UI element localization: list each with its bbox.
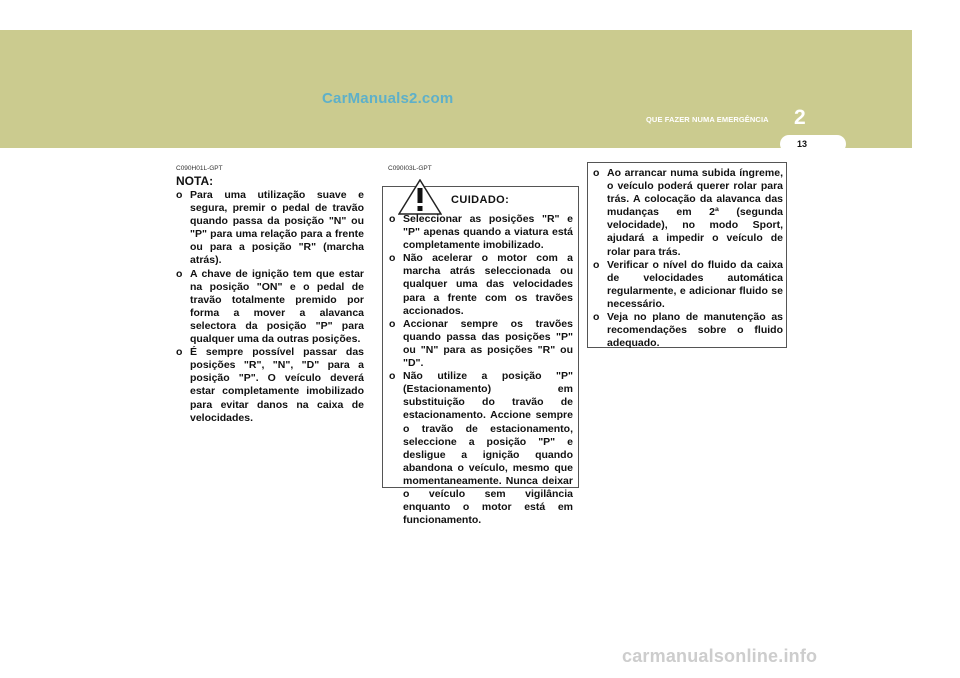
watermark-bottom[interactable]: carmanualsonline.info [622, 646, 818, 666]
caution-item: o Não utilize a posição "P" (Estacionamento) em substituição do travão de estacionamento. Accione sempre o travão de estacionamento, seleccione a posição "P" e desligue a ignição quando abandona o veículo, mesmo que momentaneamente. Nunca deixar o veículo sem vigilância enquanto o motor está em funcionamento. [389, 370, 573, 527]
caution-code: C090I03L-GPT [388, 165, 432, 172]
section-title: QUE FAZER NUMA EMERGÊNCIA [646, 115, 769, 124]
caution-continued-item: o Verificar o nível do fluido da caixa de velocidades automática regularmente, e adicionar fluido se necessário. [593, 259, 783, 311]
note-list [176, 189, 364, 425]
note-section [176, 165, 364, 425]
caution-header [389, 193, 573, 213]
caution-item: o Não acelerar o motor com a marcha atrás seleccionada ou qualquer uma das velocidades para a frente com os travões accionados. [389, 252, 573, 317]
note-title: NOTA: [176, 174, 214, 188]
chapter-number: 2 [794, 106, 806, 129]
note-item: o É sempre possível passar das posições "R", "N", "D" para a posição "P". O veículo deverá estar completamente imobilizado para evitar danos na caixa de velocidades. [176, 346, 364, 425]
note-item: o Para uma utilização suave e segura, premir o pedal de travão quando passa da posição "N" ou "P" para uma relação para a frente ou para a posição "R" (marcha atrás). [176, 189, 364, 268]
note-item: o A chave de ignição tem que estar na posição "ON" e o pedal de travão totalmente premido por forma a mover a alavanca selectora da posição "P" para qualquer uma da outras posições. [176, 268, 364, 347]
header-band [0, 30, 912, 148]
caution-item: o Accionar sempre os travões quando passa das posições "P" ou "N" para as posições "R" ou "D". [389, 318, 573, 370]
note-code: C090H01L-GPT [176, 165, 223, 172]
page-number-tab [780, 135, 846, 153]
watermark-top[interactable]: CarManuals2.com [322, 90, 454, 107]
caution-list [389, 213, 573, 527]
caution-item: o Seleccionar as posições "R" e "P" apenas quando a viatura está completamente imobilizado. [389, 213, 573, 252]
caution-continued-item: o Veja no plano de manutenção as recomendações sobre o fluido adequado. [593, 311, 783, 350]
warning-triangle-icon [398, 179, 442, 215]
caution-title: CUIDADO: [451, 194, 510, 206]
page-number: 13 [797, 139, 808, 149]
caution-continued-list [593, 167, 783, 350]
caution-continued-box [587, 162, 787, 348]
caution-continued-item: o Ao arrancar numa subida íngreme, o veículo poderá querer rolar para trás. A colocação da alavanca das mudanças em 2ª (segunda velocidade), no modo Sport, ajudará a impedir o veículo de rolar para trás. [593, 167, 783, 259]
caution-box [382, 186, 579, 527]
